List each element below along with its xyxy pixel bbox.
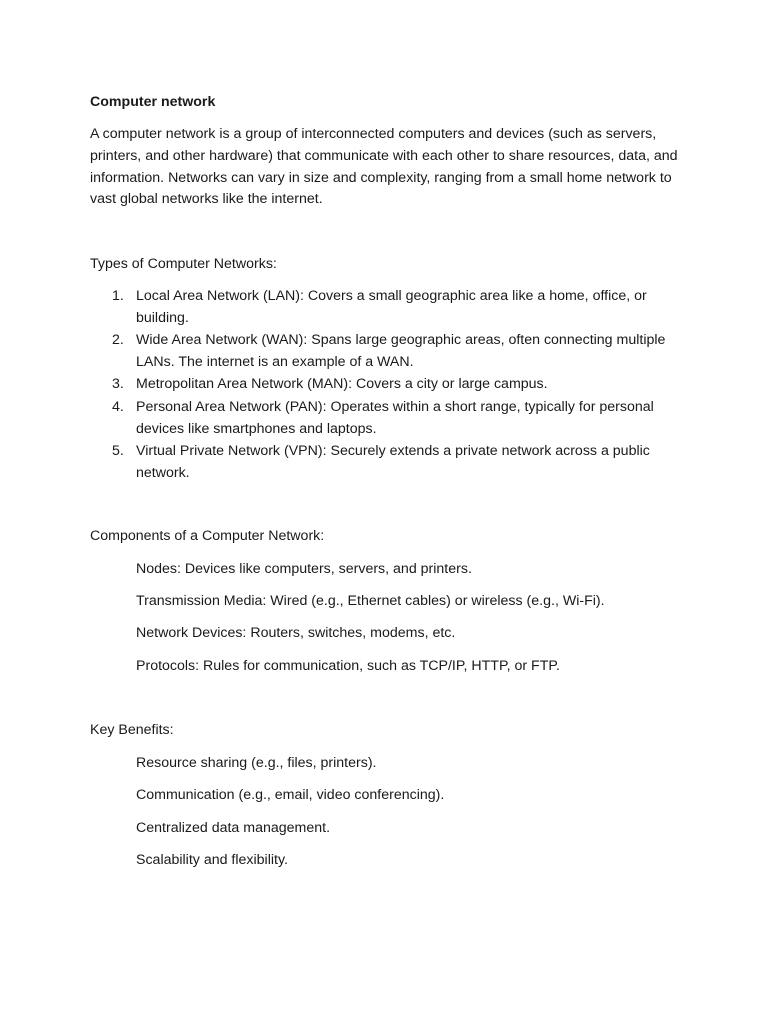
list-item-number: 5. — [112, 442, 124, 459]
list-item-text: Metropolitan Area Network (MAN): Covers a city or large campus. — [136, 376, 548, 393]
types-list — [90, 286, 690, 485]
list-item: Resource sharing (e.g., files, printers). — [136, 755, 377, 771]
list-item — [90, 374, 690, 396]
document-title: Computer network — [90, 94, 216, 110]
list-item: Protocols: Rules for communication, such as TCP/IP, HTTP, or FTP. — [136, 657, 560, 674]
list-item — [90, 330, 690, 374]
components-heading: Components of a Computer Network: — [90, 528, 325, 544]
types-heading: Types of Computer Networks: — [90, 256, 277, 272]
list-item-text: Local Area Network (LAN): Covers a small geographic area like a home, office, or building. — [136, 288, 647, 326]
list-item: Transmission Media: Wired (e.g., Ethernet cables) or wireless (e.g., Wi-Fi). — [136, 593, 605, 610]
benefits-heading: Key Benefits: — [90, 722, 174, 738]
list-item-number: 3. — [112, 376, 124, 393]
list-item: Communication (e.g., email, video conferencing). — [136, 787, 445, 804]
benefits-list — [136, 753, 444, 883]
list-item: Centralized data management. — [136, 819, 331, 836]
list-item-number: 4. — [112, 398, 124, 415]
components-list — [136, 559, 605, 688]
list-item: Nodes: Devices like computers, servers, and printers. — [136, 561, 472, 577]
list-item-number: 1. — [112, 288, 124, 304]
list-item-number: 2. — [112, 332, 124, 349]
list-item-text: Personal Area Network (PAN): Operates within a short range, typically for personal devices like smartphones and laptops. — [136, 398, 654, 437]
intro-paragraph: A computer network is a group of interconnected computers and devices (such as servers, printers, and other hardware) that communicate with each other to share resources, data, and information. Networks can vary in size and complexity, ranging from a small home network to vast global networks like the internet. — [90, 126, 678, 208]
list-item-text: Wide Area Network (WAN): Spans large geographic areas, often connecting multiple LANs. The internet is an example of a WAN. — [136, 332, 666, 370]
list-item — [90, 441, 690, 485]
list-item-text: Virtual Private Network (VPN): Securely extends a private network across a public network. — [136, 442, 650, 481]
list-item: Network Devices: Routers, switches, modems, etc. — [136, 625, 456, 642]
list-item: Scalability and flexibility. — [136, 852, 288, 869]
list-item — [90, 397, 690, 441]
list-item — [90, 286, 690, 330]
